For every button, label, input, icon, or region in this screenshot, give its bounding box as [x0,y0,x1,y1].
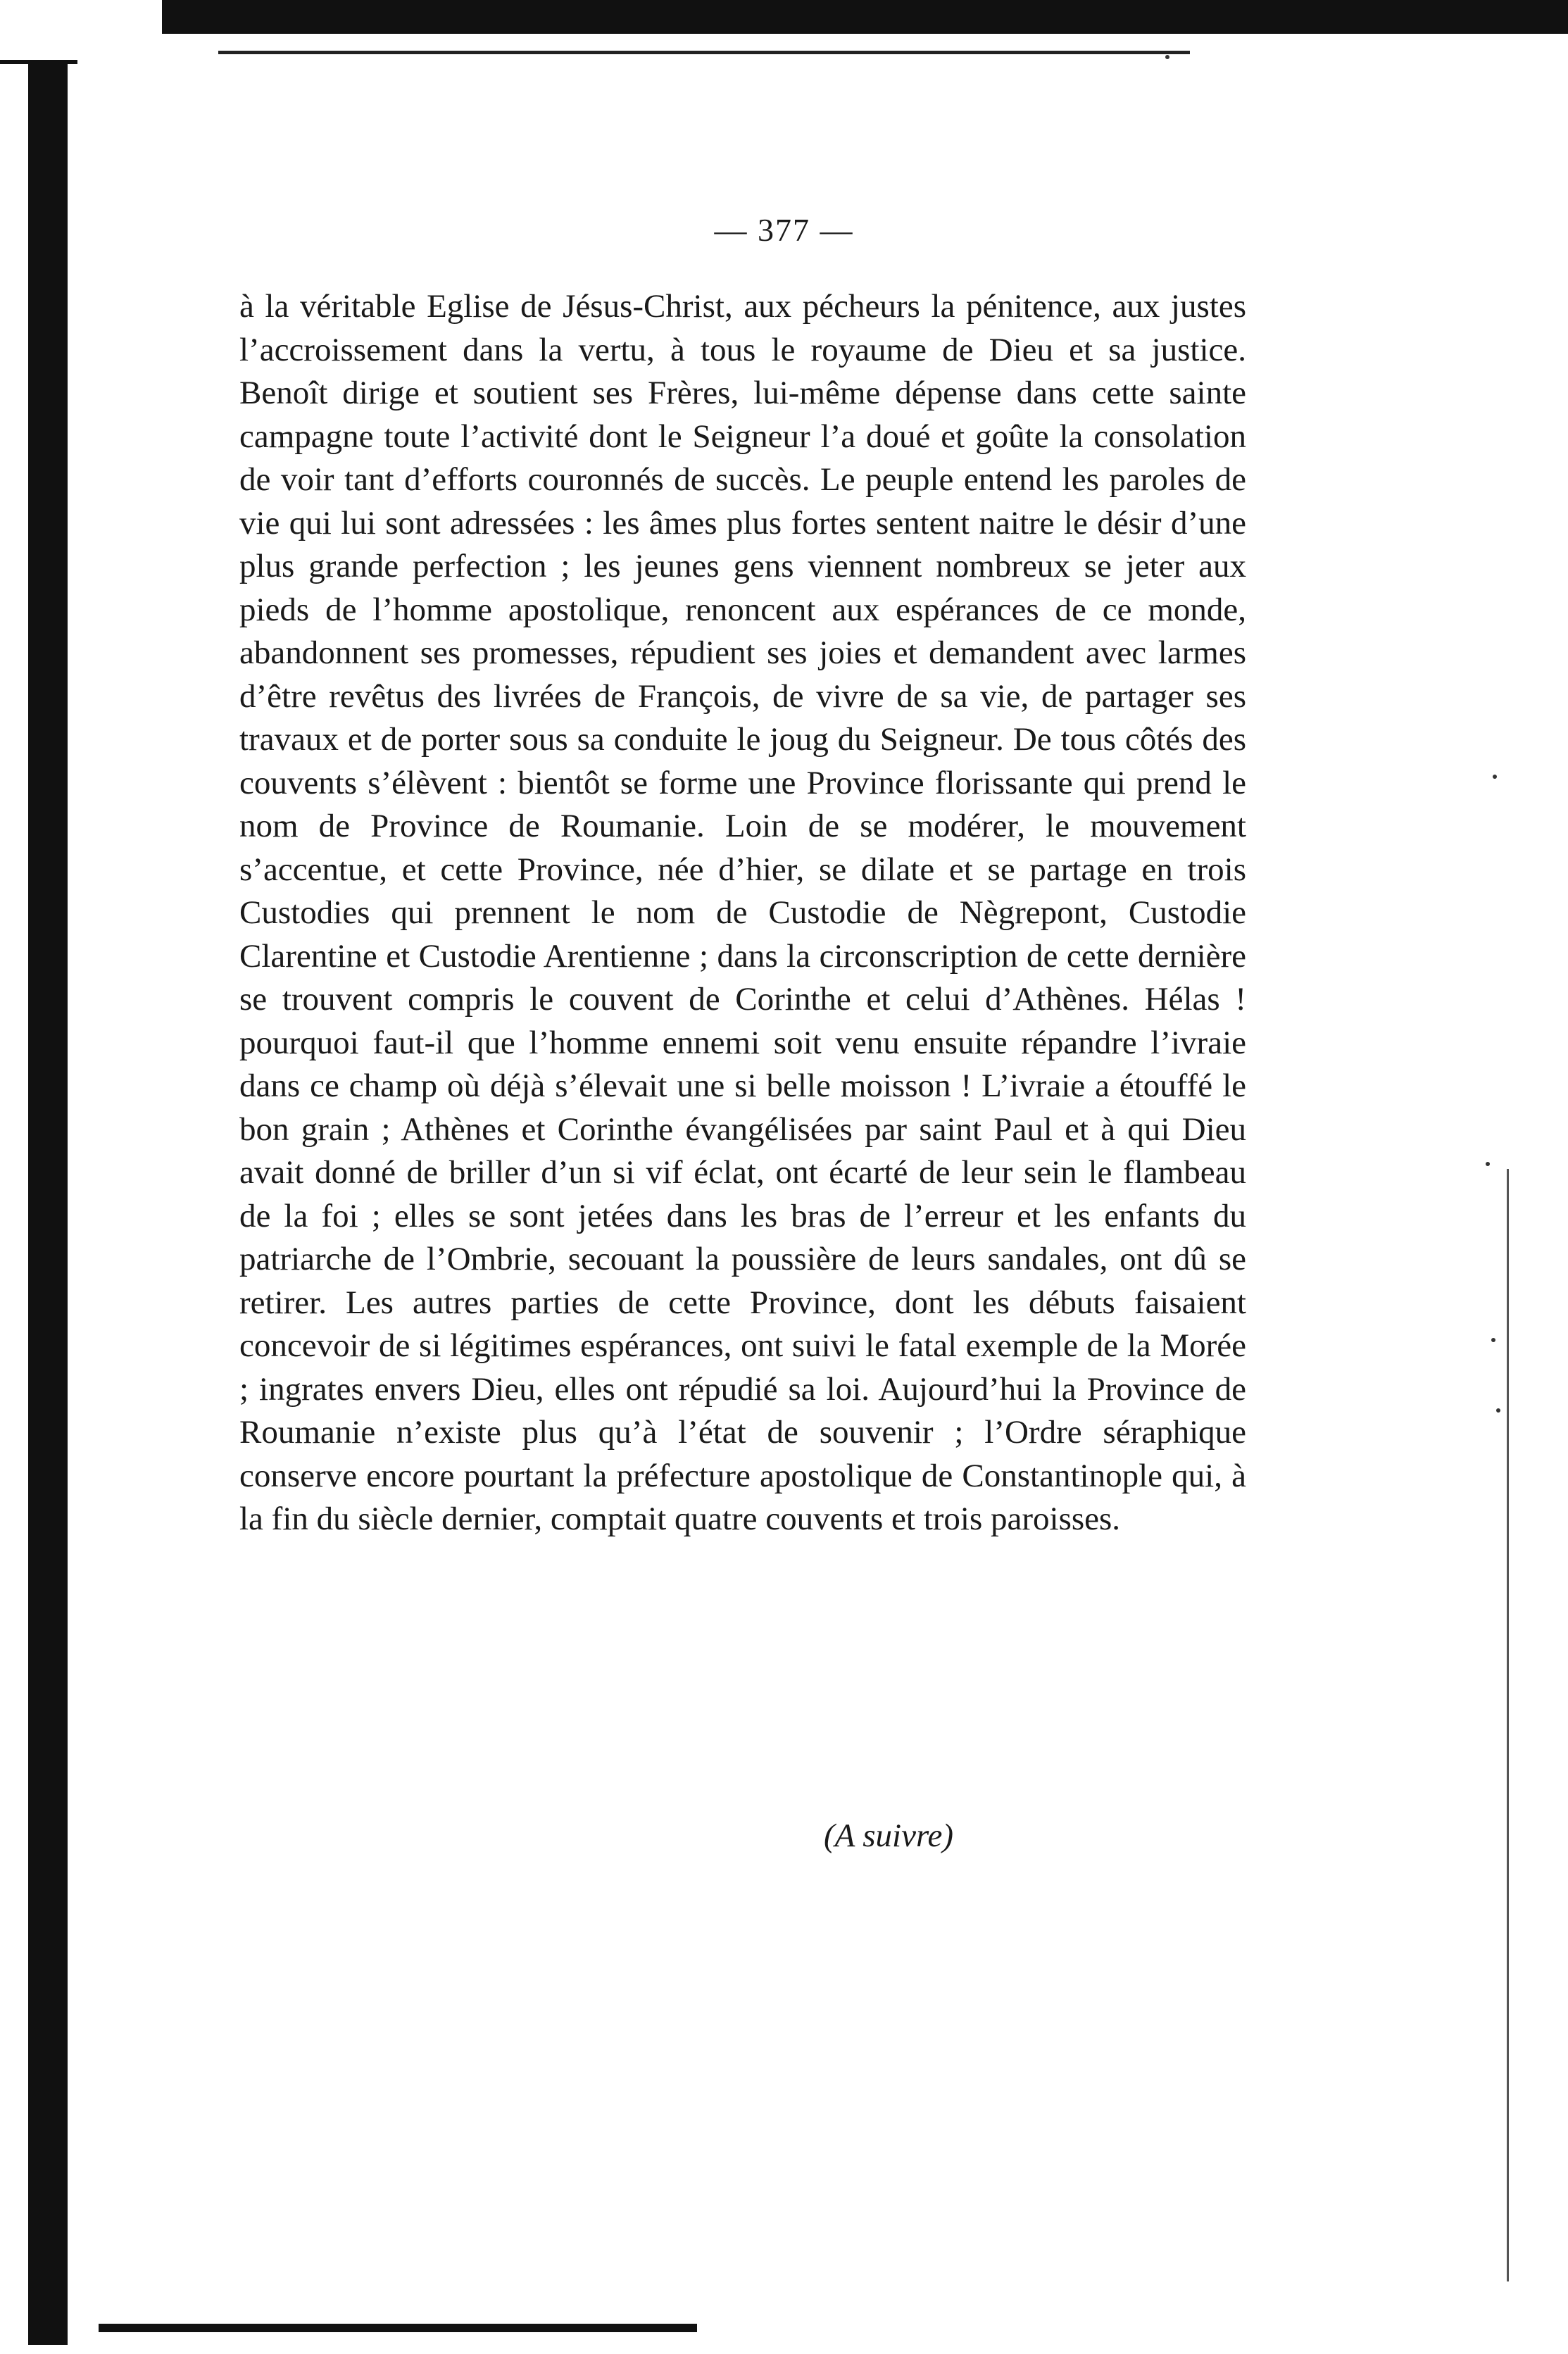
scan-rule-top [218,51,1190,54]
page-number: — 377 — [714,212,854,248]
scan-speck [1493,775,1497,779]
scan-margin-line-right [1507,1169,1509,2281]
scan-speck [1486,1162,1490,1166]
scan-border-left [28,63,68,2345]
scan-speck [1165,55,1169,59]
continuation-note: (A suivre) [824,1817,954,1854]
scan-speck [1491,1338,1495,1342]
scan-border-top [162,0,1568,34]
scan-speck [1496,1408,1500,1413]
body-paragraph: à la véritable Eglise de Jésus-Christ, aux pécheurs la pénitence, aux justes l’accroissement dans la vertu, à tous le royaume de Dieu et sa justice. Benoît dirige et soutient ses Frères, lui-même dépense dans cette sainte campagne toute l’activité dont le Seigneur l’a doué et goûte la consolation de voir tant d’efforts couronnés de succès. Le peuple entend les paroles de vie qui lui sont adressées : les âmes plus fortes sentent naitre le désir d’une plus grande perfection ; les jeunes gens viennent nombreux se jeter aux pieds de l’homme apostolique, renoncent aux espérances de ce monde, abandonnent ses promesses, répudient ses joies et demandent avec larmes d’être revêtus des livrées de François, de vivre de sa vie, de partager ses travaux et de porter sous sa conduite le joug du Seigneur. De tous côtés des couvents s’élèvent : bientôt se forme une Province florissante qui prend le nom de Province de Roumanie. Loin de se modérer, le mouvement s’accentue, et cette Province, née d’hier, se dilate et se partage en trois Custodies qui prennent le nom de Custodie de Nègrepont, Custodie Clarentine et Custodie Arentienne ; dans la circonscription de cette dernière se trouvent compris le couvent de Corinthe et celui d’Athènes. Hélas ! pourquoi faut-il que l’homme ennemi soit venu ensuite répandre l’ivraie dans ce champ où déjà s’élevait une si belle moisson ! L’ivraie a étouffé le bon grain ; Athènes et Corinthe évangélisées par saint Paul et à qui Dieu avait donné de briller d’un si vif éclat, ont écarté de leur sein le flambeau de la foi ; elles se sont jetées dans les bras de l’erreur et les enfants du patriarche de l’Ombrie, secouant la poussière de leurs sandales, ont dû se retirer. Les autres parties de cette Province, dont les débuts faisaient concevoir de si légitimes espérances, ont suivi le fatal exemple de la Morée ; ingrates envers Dieu, elles ont répudié sa loi. Aujourd’hui la Province de Roumanie n’existe plus qu’à l’état de souvenir ; l’Ordre séraphique conserve encore pourtant la préfecture apostolique de Constantinople qui, à la fin du siècle dernier, comptait quatre couvents et trois paroisses. [239,288,1246,1537]
scan-border-bottom [99,2324,697,2332]
